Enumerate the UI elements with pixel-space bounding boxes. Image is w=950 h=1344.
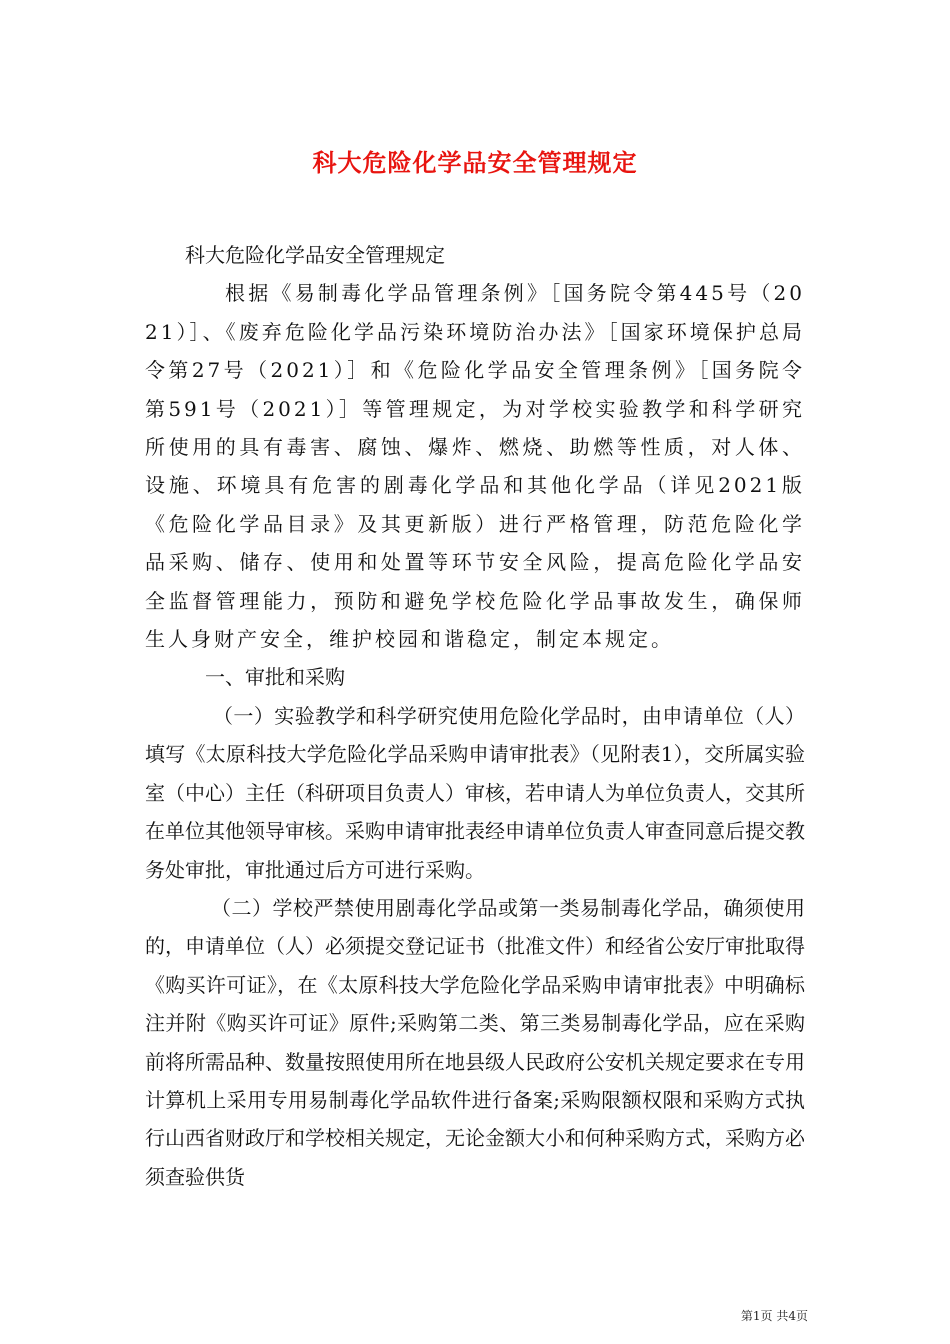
page-number: 第1页 共4页 — [740, 1309, 808, 1323]
paragraph-item-2: （二）学校严禁使用剧毒化学品或第一类易制毒化学品，确须使用的，申请单位（人）必须提交登记证书（批准文件）和经省公安厅审批取得《购买许可证》，在《太原科技大学危险化学品采购申请审批表》中明确标注并附《购买许可证》原件;采购第二类、第三类易制毒化学品，应在采购前将所需品种、数量按照使用所在地县级人民政府公安机关规定要求在专用计算机上采用专用易制毒化学品软件进行备案;采购限额权限和采购方式执行山西省财政厅和学校相关规定，无论金额大小和何种采购方式，采购方必须查验供货 — [145, 895, 805, 1189]
document-title: 科大危险化学品安全管理规定 — [312, 148, 638, 178]
section-heading-approval: 一、审批和采购 — [205, 665, 345, 690]
paragraph-intro: 根据《易制毒化学品管理条例》［国务院令第445号（2021）］、《废弃危险化学品污染环境防治办法》［国家环境保护总局令第27号（2021）］和《危险化学品安全管理条例》［国务院令第591号（2021）］等管理规定，为对学校实验教学和科学研究所使用的具有毒害、腐蚀、爆炸、燃烧、助燃等性质，对人体、设施、环境具有危害的剧毒化学品和其他化学品（详见2021版《危险化学品目录》及其更新版）进行严格管理，防范危险化学品采购、储存、使用和处置等环节安全风险，提高危险化学品安全监督管理能力，预防和避免学校危险化学品事故发生，确保师生人身财产安全，维护校园和谐稳定，制定本规定。 — [145, 281, 805, 652]
document-subtitle: 科大危险化学品安全管理规定 — [185, 243, 445, 267]
document-body — [145, 236, 805, 1196]
paragraph-item-1: （一）实验教学和科学研究使用危险化学品时，由申请单位（人）填写《太原科技大学危险化学品采购申请审批表》（见附表1），交所属实验室（中心）主任（科研项目负责人）审核，若申请人为单位负责人，交其所在单位其他领导审核。采购申请审批表经申请单位负责人审查同意后提交教务处审批，审批通过后方可进行采购。 — [145, 703, 805, 882]
